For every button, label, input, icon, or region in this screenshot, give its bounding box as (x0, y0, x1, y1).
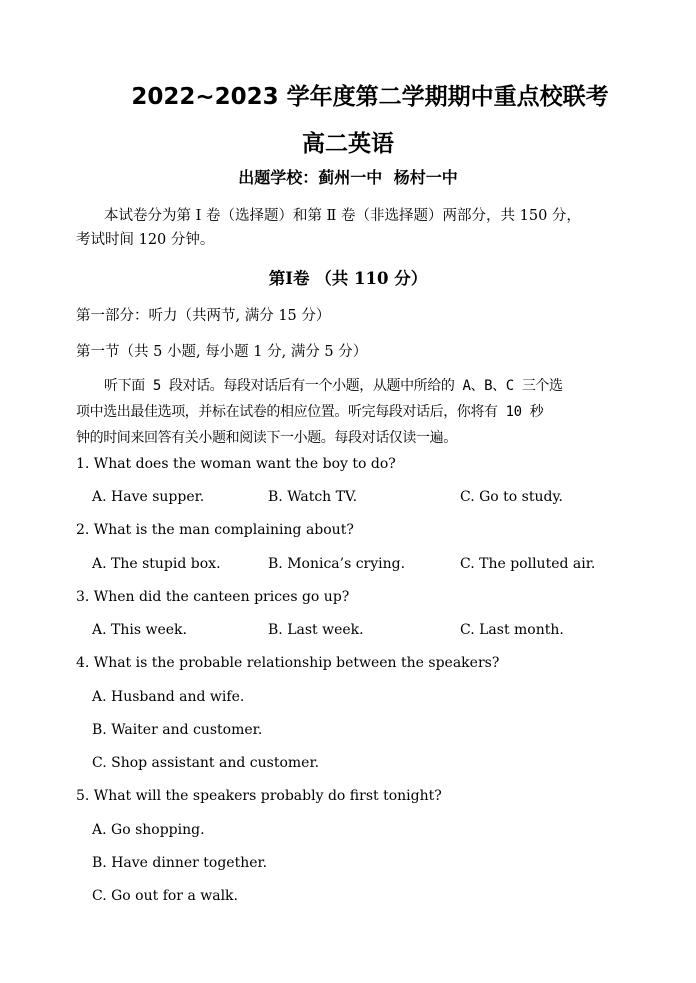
intro-line-1: 本试卷分为第 Ⅰ 卷（选择题）和第 Ⅱ 卷（非选择题）两部分，共 150 分， (104, 208, 581, 224)
listening-instructions (76, 373, 621, 451)
q3-option-c: C. Last month. (460, 622, 564, 638)
instruction-line: 听下面 5 段对话。每段对话后有一个小题，从题中所给的 A、B、C 三个选 (104, 378, 563, 394)
exam-title: 2022~2023 学年度第二学期期中重点校联考 (131, 84, 609, 110)
question-5: 5. What will the speakers probably do first tonight? (76, 788, 442, 804)
subsection-heading: 第一节（共 5 小题, 每小题 1 分, 满分 5 分） (76, 344, 368, 360)
q2-option-a: A. The stupid box. (92, 556, 221, 572)
part-one-title: 第Ⅰ卷 （共 110 分） (268, 269, 428, 288)
listening-section-heading: 第一部分：听力（共两节, 满分 15 分） (76, 308, 331, 324)
q1-option-b: B. Watch TV. (268, 489, 358, 505)
q5-option-b: B. Have dinner together. (92, 855, 268, 871)
question-3: 3. When did the canteen prices go up? (76, 589, 350, 605)
q3-option-a: A. This week. (92, 622, 187, 638)
q5-option-c: C. Go out for a walk. (92, 888, 238, 904)
question-4: 4. What is the probable relationship between the speakers? (76, 655, 500, 671)
intro-line-2: 考试时间 120 分钟。 (76, 232, 215, 248)
setter-schools: 出题学校：蓟州一中 杨村一中 (238, 168, 458, 187)
question-2: 2. What is the man complaining about? (76, 522, 354, 538)
instruction-line: 项中选出最佳选项，并标在试卷的相应位置。听完每段对话后，你将有 10 秒 (76, 404, 544, 420)
q1-option-c: C. Go to study. (460, 489, 563, 505)
q2-option-b: B. Monica’s crying. (268, 556, 406, 572)
q5-option-a: A. Go shopping. (92, 822, 205, 838)
exam-intro (76, 204, 616, 252)
q4-option-c: C. Shop assistant and customer. (92, 755, 320, 771)
q2-option-c: C. The polluted air. (460, 556, 596, 572)
q3-option-b: B. Last week. (268, 622, 364, 638)
q4-option-a: A. Husband and wife. (92, 689, 245, 705)
exam-subject: 高二英语 (302, 131, 394, 157)
q4-option-b: B. Waiter and customer. (92, 722, 263, 738)
instruction-line: 钟的时间来回答有关小题和阅读下一小题。每段对话仅读一遍。 (76, 430, 457, 446)
q1-option-a: A. Have supper. (92, 489, 205, 505)
question-1: 1. What does the woman want the boy to do? (76, 456, 396, 472)
